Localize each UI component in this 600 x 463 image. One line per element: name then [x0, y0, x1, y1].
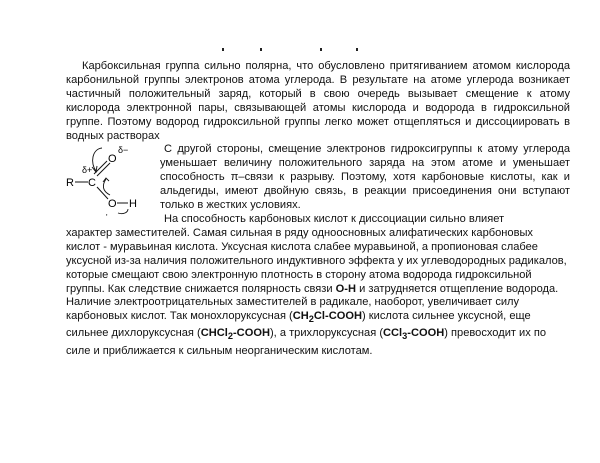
formula-delta-plus: δ+	[82, 165, 93, 176]
formula-carbon-label: C	[88, 177, 96, 190]
formula-carbonyl-oxygen: O	[108, 153, 117, 166]
substituents-text-3: ) кислота сильнее уксусной, еще сильнее дихлоруксусная (	[66, 310, 531, 340]
document-body	[66, 60, 570, 358]
substituents-text-1: характер заместителей. Самая сильная в ряду одноосновных алифатических карбоновых кислот - муравьиная кислота. Уксусная кислота слабее муравьиной, а пропионовая слабее уксусной из-за наличия положительного индуктивного эффекта у их углеводородных радикалов, которые смещают свою электронную плотность в сторону атома водорода гидроксильной группы. Как следствие снижается полярность связи	[66, 226, 567, 295]
top-cropped-line-fragments	[0, 44, 600, 56]
paragraph-hydroxyl-shift: С другой стороны, смещение электронов гидроксигруппы к атому углерода уменьшает величину положительного заряда на этом атоме и уменьшает способность π–связи к разрыву. Поэтому, хотя карбоновые кислоты, как и альдегиды, имеют двойную связь, в реакции присоединения они вступают только в жестких условиях.	[160, 143, 570, 212]
bond-oh: O-H	[335, 282, 357, 295]
paragraph-carboxyl-polarity: Карбоксильная группа сильно полярна, что обусловлено притягиванием атомом кислорода карбонильной группы электронов атома углерода. В результате на атоме углерода возникает частичный положительный заряд, который в свою очередь вызывает смещение к атому кислорода электронной пары, связывающей атомы кислорода и водорода в гидроксильной группе. Поэтому водород гидроксильной группы легко может отщепляться и диссоциировать в водных растворах	[66, 60, 570, 142]
formula-hydrogen: H	[129, 198, 137, 211]
svg-text:': '	[106, 213, 108, 223]
formula-monochloroacetic: $CH_2Cl$-COOH	[292, 310, 362, 325]
substituents-text-2: и затрудняется отщепление водорода. Наличие электроотрицательных заместителей в радикале, наоборот, увеличивает силу карбоновых кислот. Так монохлоруксусная (	[66, 282, 559, 323]
formula-dichloroacetic: CHCl$_2$-COOH	[200, 327, 270, 342]
paragraph-substituents	[66, 227, 570, 359]
formula-side-text	[160, 143, 570, 226]
formula-hydroxyl-oxygen: O	[108, 198, 117, 211]
formula-delta-minus: δ−	[118, 145, 129, 156]
carboxyl-group-formula	[66, 143, 158, 223]
formula-wrap-section	[66, 143, 570, 226]
formula-r-label: R	[66, 177, 74, 190]
substituents-text-4: ), а трихлоруксусная (	[269, 327, 384, 340]
substituents-text-5: ) превосходит их по силе и приближается к сильным неорганическим кислотам.	[66, 327, 547, 357]
formula-trichloroacetic: CCl$_3$-COOH	[383, 327, 445, 342]
paragraph-dissociation-intro: На способность карбоновых кислот к диссоциации сильно влияет	[164, 212, 505, 225]
